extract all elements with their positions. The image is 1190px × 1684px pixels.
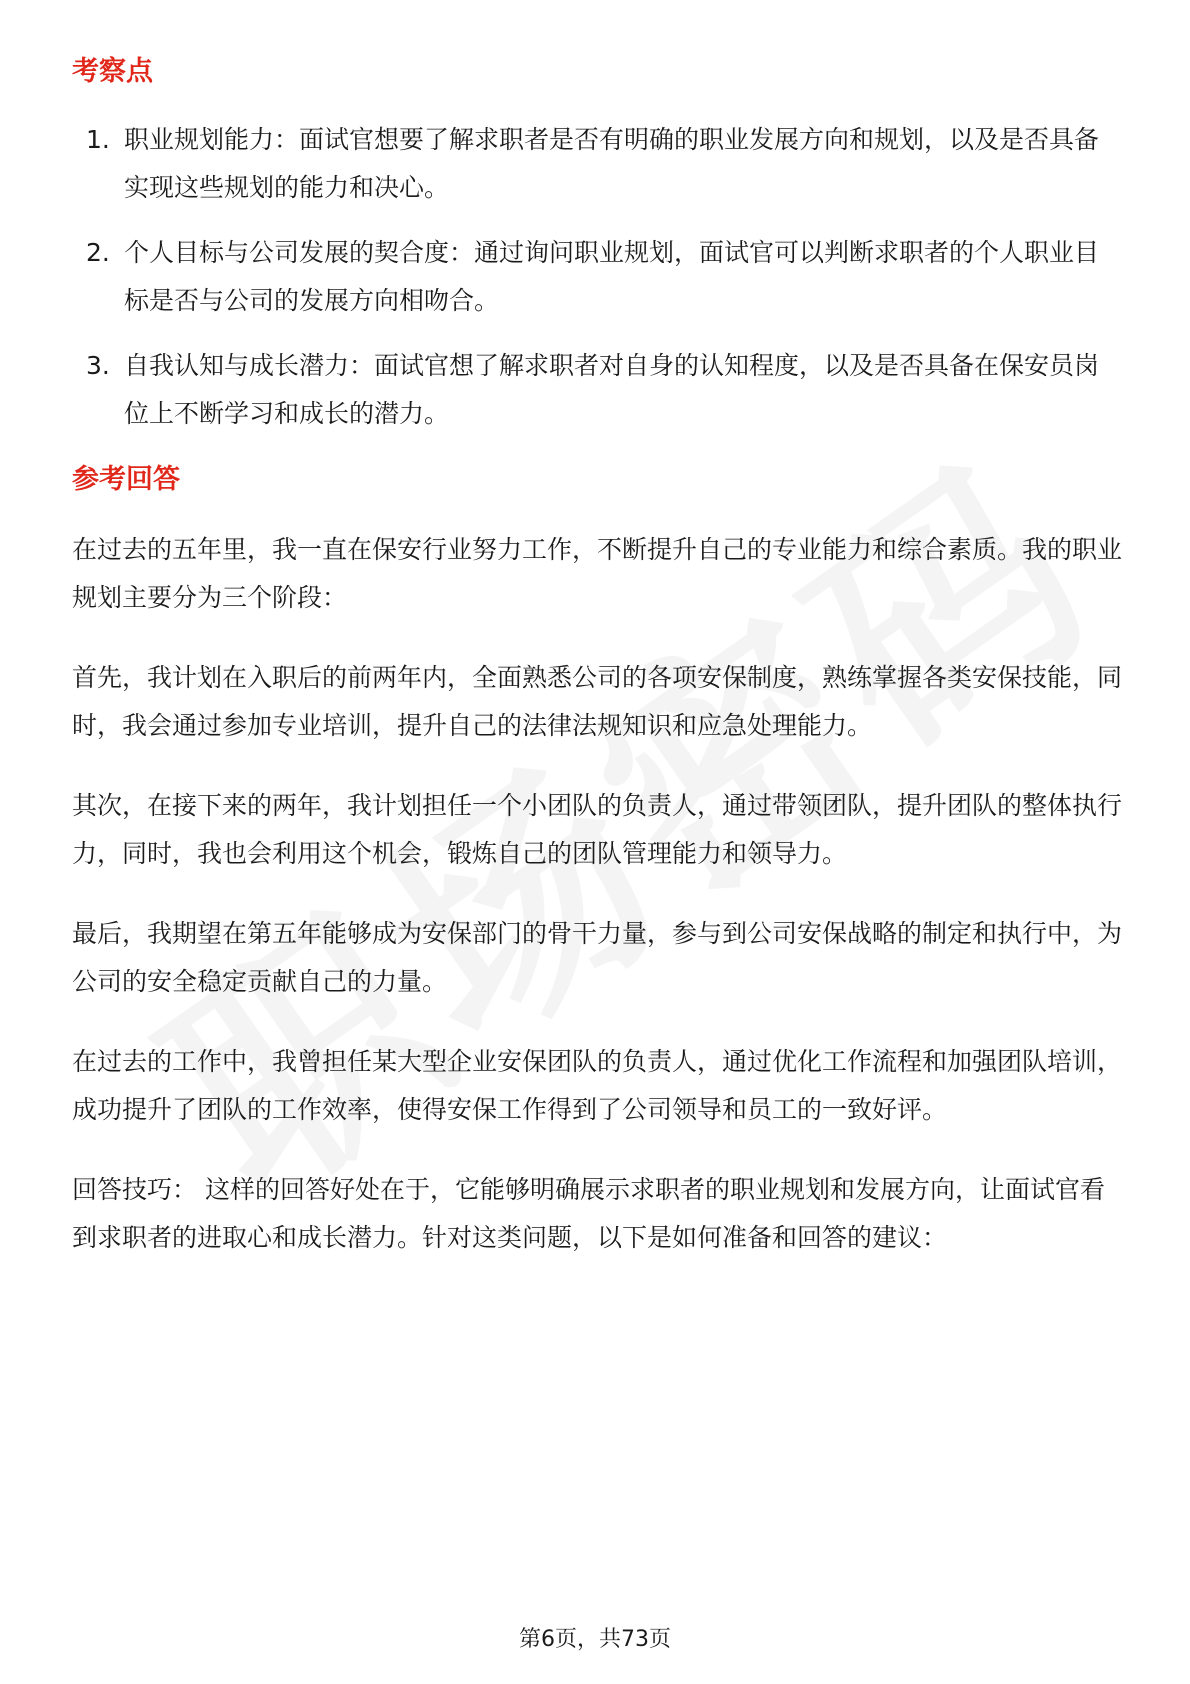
list-item-number: 1.	[86, 125, 110, 154]
answer-paragraph: 最后，我期望在第五年能够成为安保部门的骨干力量，参与到公司安保战略的制定和执行中，为公司的安全稳定贡献自己的力量。	[72, 919, 1123, 996]
answer-tips-paragraph: 回答技巧： 这样的回答好处在于，它能够明确展示求职者的职业规划和发展方向，让面试官看到求职者的进取心和成长潜力。针对这类问题，以下是如何准备和回答的建议：	[72, 1175, 1105, 1252]
answer-paragraph: 首先，我计划在入职后的前两年内，全面熟悉公司的各项安保制度，熟练掌握各类安保技能，同时，我会通过参加专业培训，提升自己的法律法规知识和应急处理能力。	[72, 663, 1123, 740]
list-item	[72, 342, 1122, 438]
section-title-answer: 参考回答	[72, 464, 180, 495]
list-item	[72, 229, 1122, 325]
page-content	[72, 48, 1122, 1294]
list-item-text: 自我认知与成长潜力：面试官想了解求职者对自身的认知程度，以及是否具备在保安员岗位上不断学习和成长的潜力。	[124, 351, 1100, 428]
list-item-number: 3.	[86, 351, 110, 380]
answer-paragraph: 在过去的五年里，我一直在保安行业努力工作，不断提升自己的专业能力和综合素质。我的职业规划主要分为三个阶段：	[72, 535, 1123, 612]
points-list	[72, 116, 1122, 438]
list-item-text: 职业规划能力：面试官想要了解求职者是否有明确的职业发展方向和规划，以及是否具备实现这些规划的能力和决心。	[124, 125, 1100, 202]
answer-paragraph: 在过去的工作中，我曾担任某大型企业安保团队的负责人，通过优化工作流程和加强团队培训，成功提升了团队的工作效率，使得安保工作得到了公司领导和员工的一致好评。	[72, 1047, 1123, 1124]
page-number: 第6页，共73页	[519, 1627, 671, 1652]
list-item-number: 2.	[86, 238, 110, 267]
section-title-points: 考察点	[72, 56, 153, 87]
answer-paragraph: 其次，在接下来的两年，我计划担任一个小团队的负责人，通过带领团队，提升团队的整体执行力，同时，我也会利用这个机会，锻炼自己的团队管理能力和领导力。	[72, 791, 1123, 868]
list-item	[72, 116, 1122, 212]
list-item-text: 个人目标与公司发展的契合度：通过询问职业规划，面试官可以判断求职者的个人职业目标是否与公司的发展方向相吻合。	[124, 238, 1100, 315]
